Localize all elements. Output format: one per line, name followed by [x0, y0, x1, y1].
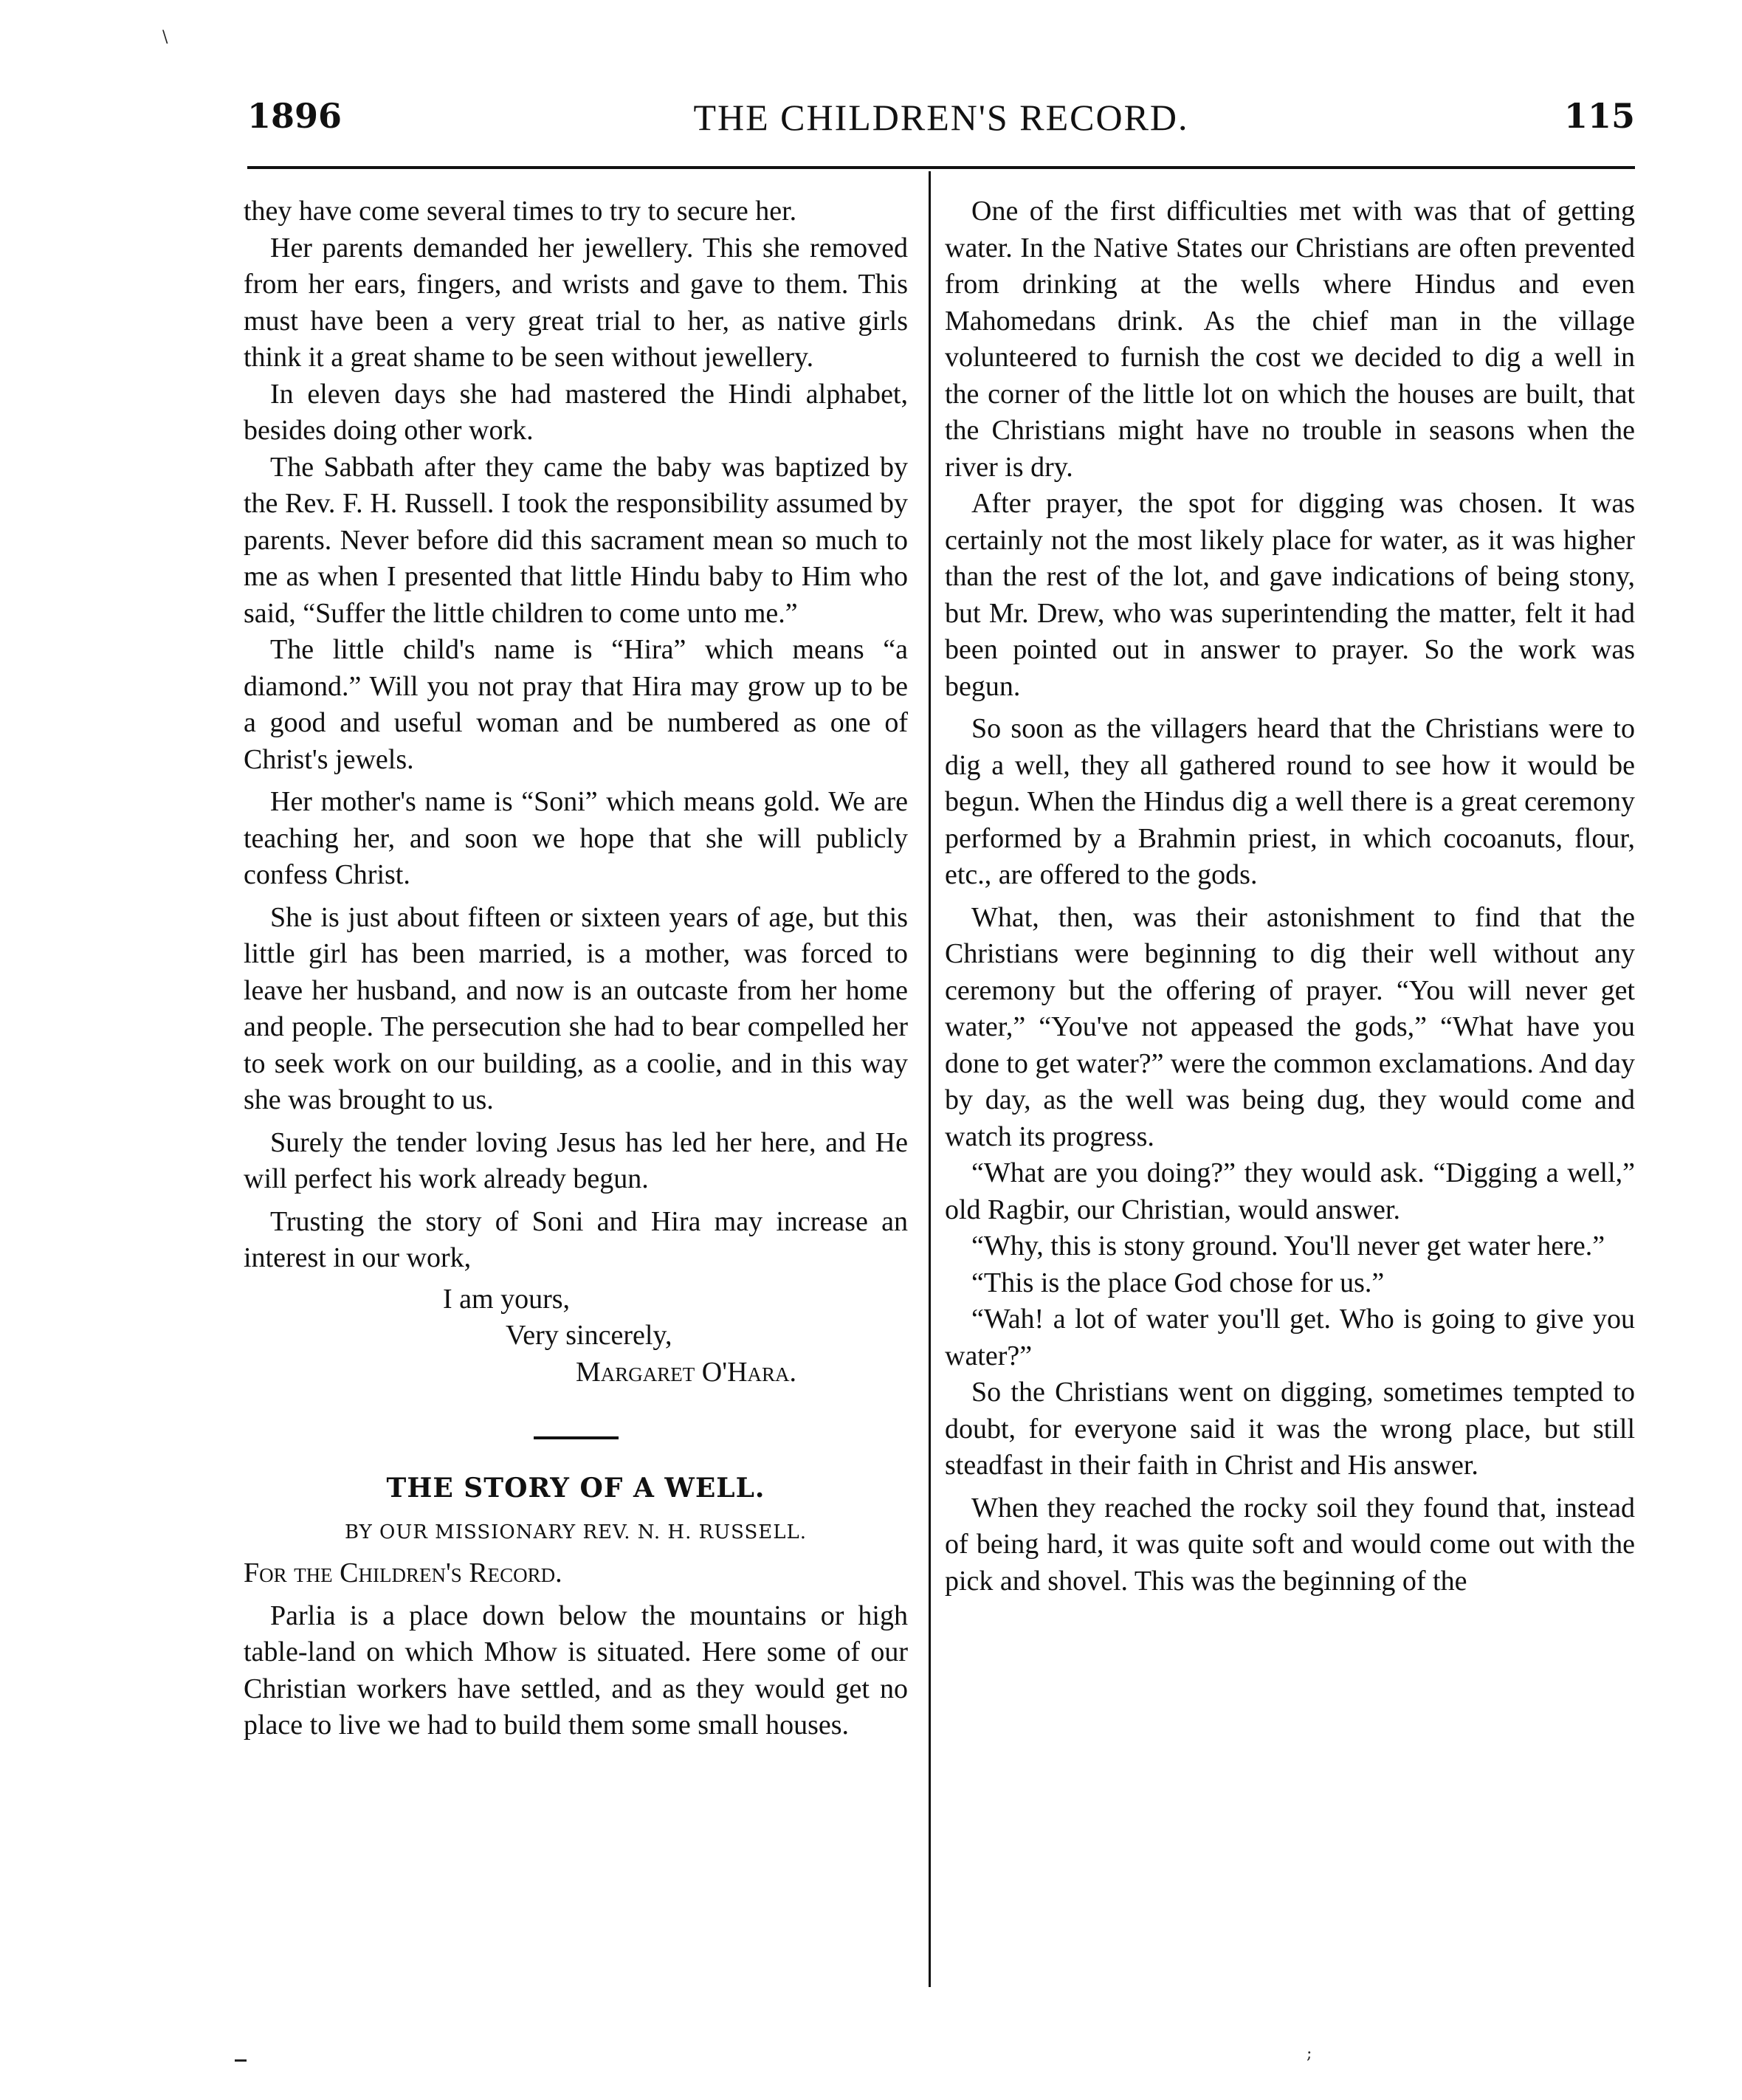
header-year: 1896: [247, 96, 342, 136]
section-byline: BY OUR MISSIONARY REV. N. H. RUSSELL.: [344, 1521, 808, 1543]
section-title: THE STORY OF A WELL.: [386, 1473, 765, 1504]
signature: Margaret O'Hara.: [576, 1356, 797, 1388]
paragraph: In eleven days she had mastered the Hindi alphabet, besides doing other work.: [244, 378, 908, 446]
paragraph: After prayer, the spot for digging was chosen. It was certainly not the most likely place for water, as it was higher than the rest of the lot, and gave indications of being stony, but Mr. Drew, who was superintending the matter, felt it had been pointed out in answer to prayer. So the work was begun.: [945, 488, 1635, 702]
header-rule: [247, 166, 1635, 169]
paragraph: So the Christians went on digging, sometimes tempted to doubt, for everyone said it was the wrong place, but still steadfast in their faith in Christ and His answer.: [945, 1377, 1635, 1481]
scan-speck: ;: [1306, 2045, 1312, 2063]
running-header: [247, 96, 1635, 148]
paragraph: Surely the tender loving Jesus has led her here, and He will perfect his work already begun.: [244, 1126, 908, 1194]
paragraph: The Sabbath after they came the baby was baptized by the Rev. F. H. Russell. I took the responsibility assumed by parents. Never before did this sacrament mean so much to me as when I presented that little Hindu baby to Him who said, “Suffer the little children to come unto me.”: [244, 451, 908, 629]
paragraph: Her mother's name is “Soni” which means gold. We are teaching her, and soon we hope that she will publicly confess Christ.: [244, 786, 908, 890]
paragraph: Trusting the story of Soni and Hira may increase an interest in our work,: [244, 1205, 908, 1273]
header-title: THE CHILDREN'S RECORD.: [693, 97, 1189, 138]
paragraph: What, then, was their astonishment to find that the Christians were beginning to dig their well without any ceremony but the offering of prayer. “You will never get water,” “You've not appeased the gods,” “What have you done to get water?” were the common exclamations. And day by day, as the well was being dug, they would come and watch its progress.: [945, 901, 1635, 1152]
footer-mark: [235, 2059, 247, 2062]
paragraph: She is just about fifteen or sixteen years of age, but this little girl has been married, is a mother, was forced to leave her husband, and now is an outcaste from her home and people. The persecution she had to bear compelled her to seek work on our building, as a coolie, and in this way she was brought to us.: [244, 901, 908, 1115]
section-separator: [534, 1436, 619, 1439]
paragraph: “What are you doing?” they would ask. “Digging a well,” old Ragbir, our Christian, would answer.: [945, 1157, 1635, 1225]
paragraph: Parlia is a place down below the mountains or high table-land on which Mhow is situated. Here some of our Christian workers have settled, and as they would get no place to live we had to build them some small houses.: [244, 1600, 908, 1741]
closing-line: Very sincerely,: [506, 1320, 672, 1351]
paragraph: So soon as the villagers heard that the Christians were to dig a well, they all gathered round to see how it would be begun. When the Hindus dig a well there is a great ceremony performed by a Brahmin priest, in which cocoanuts, flour, etc., are offered to the gods.: [945, 713, 1635, 890]
right-column: [945, 193, 1635, 1600]
header-page-number: 115: [1563, 96, 1635, 136]
column-divider: [929, 171, 931, 1987]
scan-speck: \: [162, 28, 168, 47]
paragraph: When they reached the rocky soil they found that, instead of being hard, it was quite soft and would come out with the pick and shovel. This was the beginning of the: [945, 1492, 1635, 1597]
paragraph: “This is the place God chose for us.”: [971, 1267, 1385, 1298]
paragraph: “Why, this is stony ground. You'll never get water here.”: [971, 1230, 1605, 1261]
letter-closing: [244, 1281, 908, 1391]
section-for-line: For the Children's Record.: [244, 1557, 562, 1588]
paragraph: One of the first difficulties met with was that of getting water. In the Native States our Christians are often prevented from drinking at the wells where Hindus and even Mahomedans drink. As the chief man in the village volunteered to furnish the cost we decided to dig a well in the corner of the little lot on which the houses are built, that the Christians might have no trouble in seasons when the river is dry.: [945, 196, 1635, 483]
closing-line: I am yours,: [443, 1283, 571, 1315]
paragraph: they have come several times to try to secure her.: [244, 196, 797, 227]
paragraph: The little child's name is “Hira” which means “a diamond.” Will you not pray that Hira may grow up to be a good and useful woman and be numbered as one of Christ's jewels.: [244, 634, 908, 775]
left-column: [244, 193, 908, 1744]
paragraph: “Wah! a lot of water you'll get. Who is going to give you water?”: [945, 1304, 1635, 1371]
paragraph: Her parents demanded her jewellery. This she removed from her ears, fingers, and wrists and gave to them. This must have been a very great trial to her, as native girls think it a great shame to be seen without jewellery.: [244, 232, 908, 373]
